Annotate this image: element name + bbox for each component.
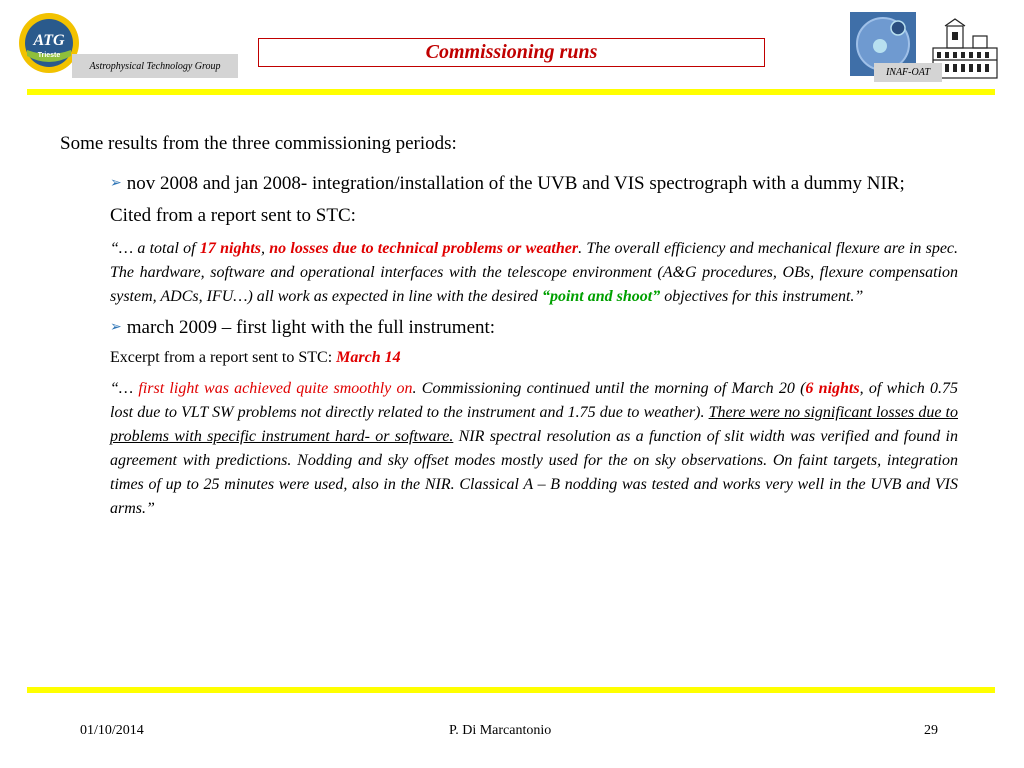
highlight-nights: 17 nights — [199, 239, 262, 257]
bullet-arrow-icon: ➢ — [110, 175, 122, 191]
top-divider — [27, 89, 995, 95]
bottom-divider — [27, 687, 995, 693]
intro-text: Some results from the three commissioning periods: — [60, 133, 457, 154]
indented-section — [110, 171, 958, 521]
bullet-item-2: ➢ march 2009 – first light with the full instrument: — [110, 316, 496, 338]
svg-text:ATG: ATG — [33, 32, 65, 49]
svg-text:Trieste: Trieste — [37, 52, 61, 59]
page-number: 29 — [924, 723, 938, 738]
bullet-arrow-icon: ➢ — [110, 318, 122, 335]
institute-label: INAF-OAT — [885, 67, 931, 78]
highlight-no-losses: no losses due to technical problems or weather — [269, 239, 579, 257]
group-name-box — [72, 54, 238, 78]
highlight-point-and-shoot: “point and shoot” — [541, 287, 661, 305]
quote-2: “… first light was achieved quite smoothly on. Commissioning continued until the morning of March 20 (6 nights, of which 0.75 lost due to VLT SW problems not directly related to the instrument and 1.75 due to weather). There were no significant losses due to problems with specific instrument hard- or software. NIR spectral resolution as a function of slit width was verified and found in agreement with predictions. Nodding and sky offset modes mostly used for the on sky observations. On faint targets, integration times of up to 25 minutes were used, also in the NIR. Classical A – B nodding was tested and works very well in the UVB and VIS arms.” — [110, 379, 959, 517]
title-box — [258, 38, 765, 67]
institute-label-box — [874, 63, 942, 82]
group-name: Astrophysical Technology Group — [89, 60, 221, 72]
highlight-six-nights: 6 nights — [805, 379, 860, 397]
atg-logo-icon — [18, 12, 80, 74]
underlined-statement: There were no significant losses due to problems with specific instrument hard- or software. — [110, 403, 958, 445]
footer-author: P. Di Marcantonio — [449, 723, 552, 738]
excerpt-date: March 14 — [336, 348, 401, 366]
cited-label: Cited from a report sent to STC: — [110, 204, 356, 226]
quote-1: “… a total of 17 nights, no losses due to technical problems or weather. The overall efficiency and mechanical flexure are in spec. The hardware, software and operational interfaces with the telescope environment (A&G procedures, OBs, flexure compensation system, ADCs, IFU…) all work as expected in line with the desired “point and shoot” objectives for this instrument.” — [110, 239, 959, 305]
page-title: Commissioning runs — [425, 41, 598, 63]
slide-body — [60, 133, 958, 529]
excerpt-label: Excerpt from a report sent to STC: March 14 — [110, 348, 401, 366]
highlight-first-light: first light was achieved quite smoothly on — [138, 379, 413, 397]
footer-date: 01/10/2014 — [80, 723, 144, 738]
bullet-item-1: ➢ nov 2008 and jan 2008- integration/installation of the UVB and VIS spectrograph with a dummy NIR; — [110, 173, 905, 194]
